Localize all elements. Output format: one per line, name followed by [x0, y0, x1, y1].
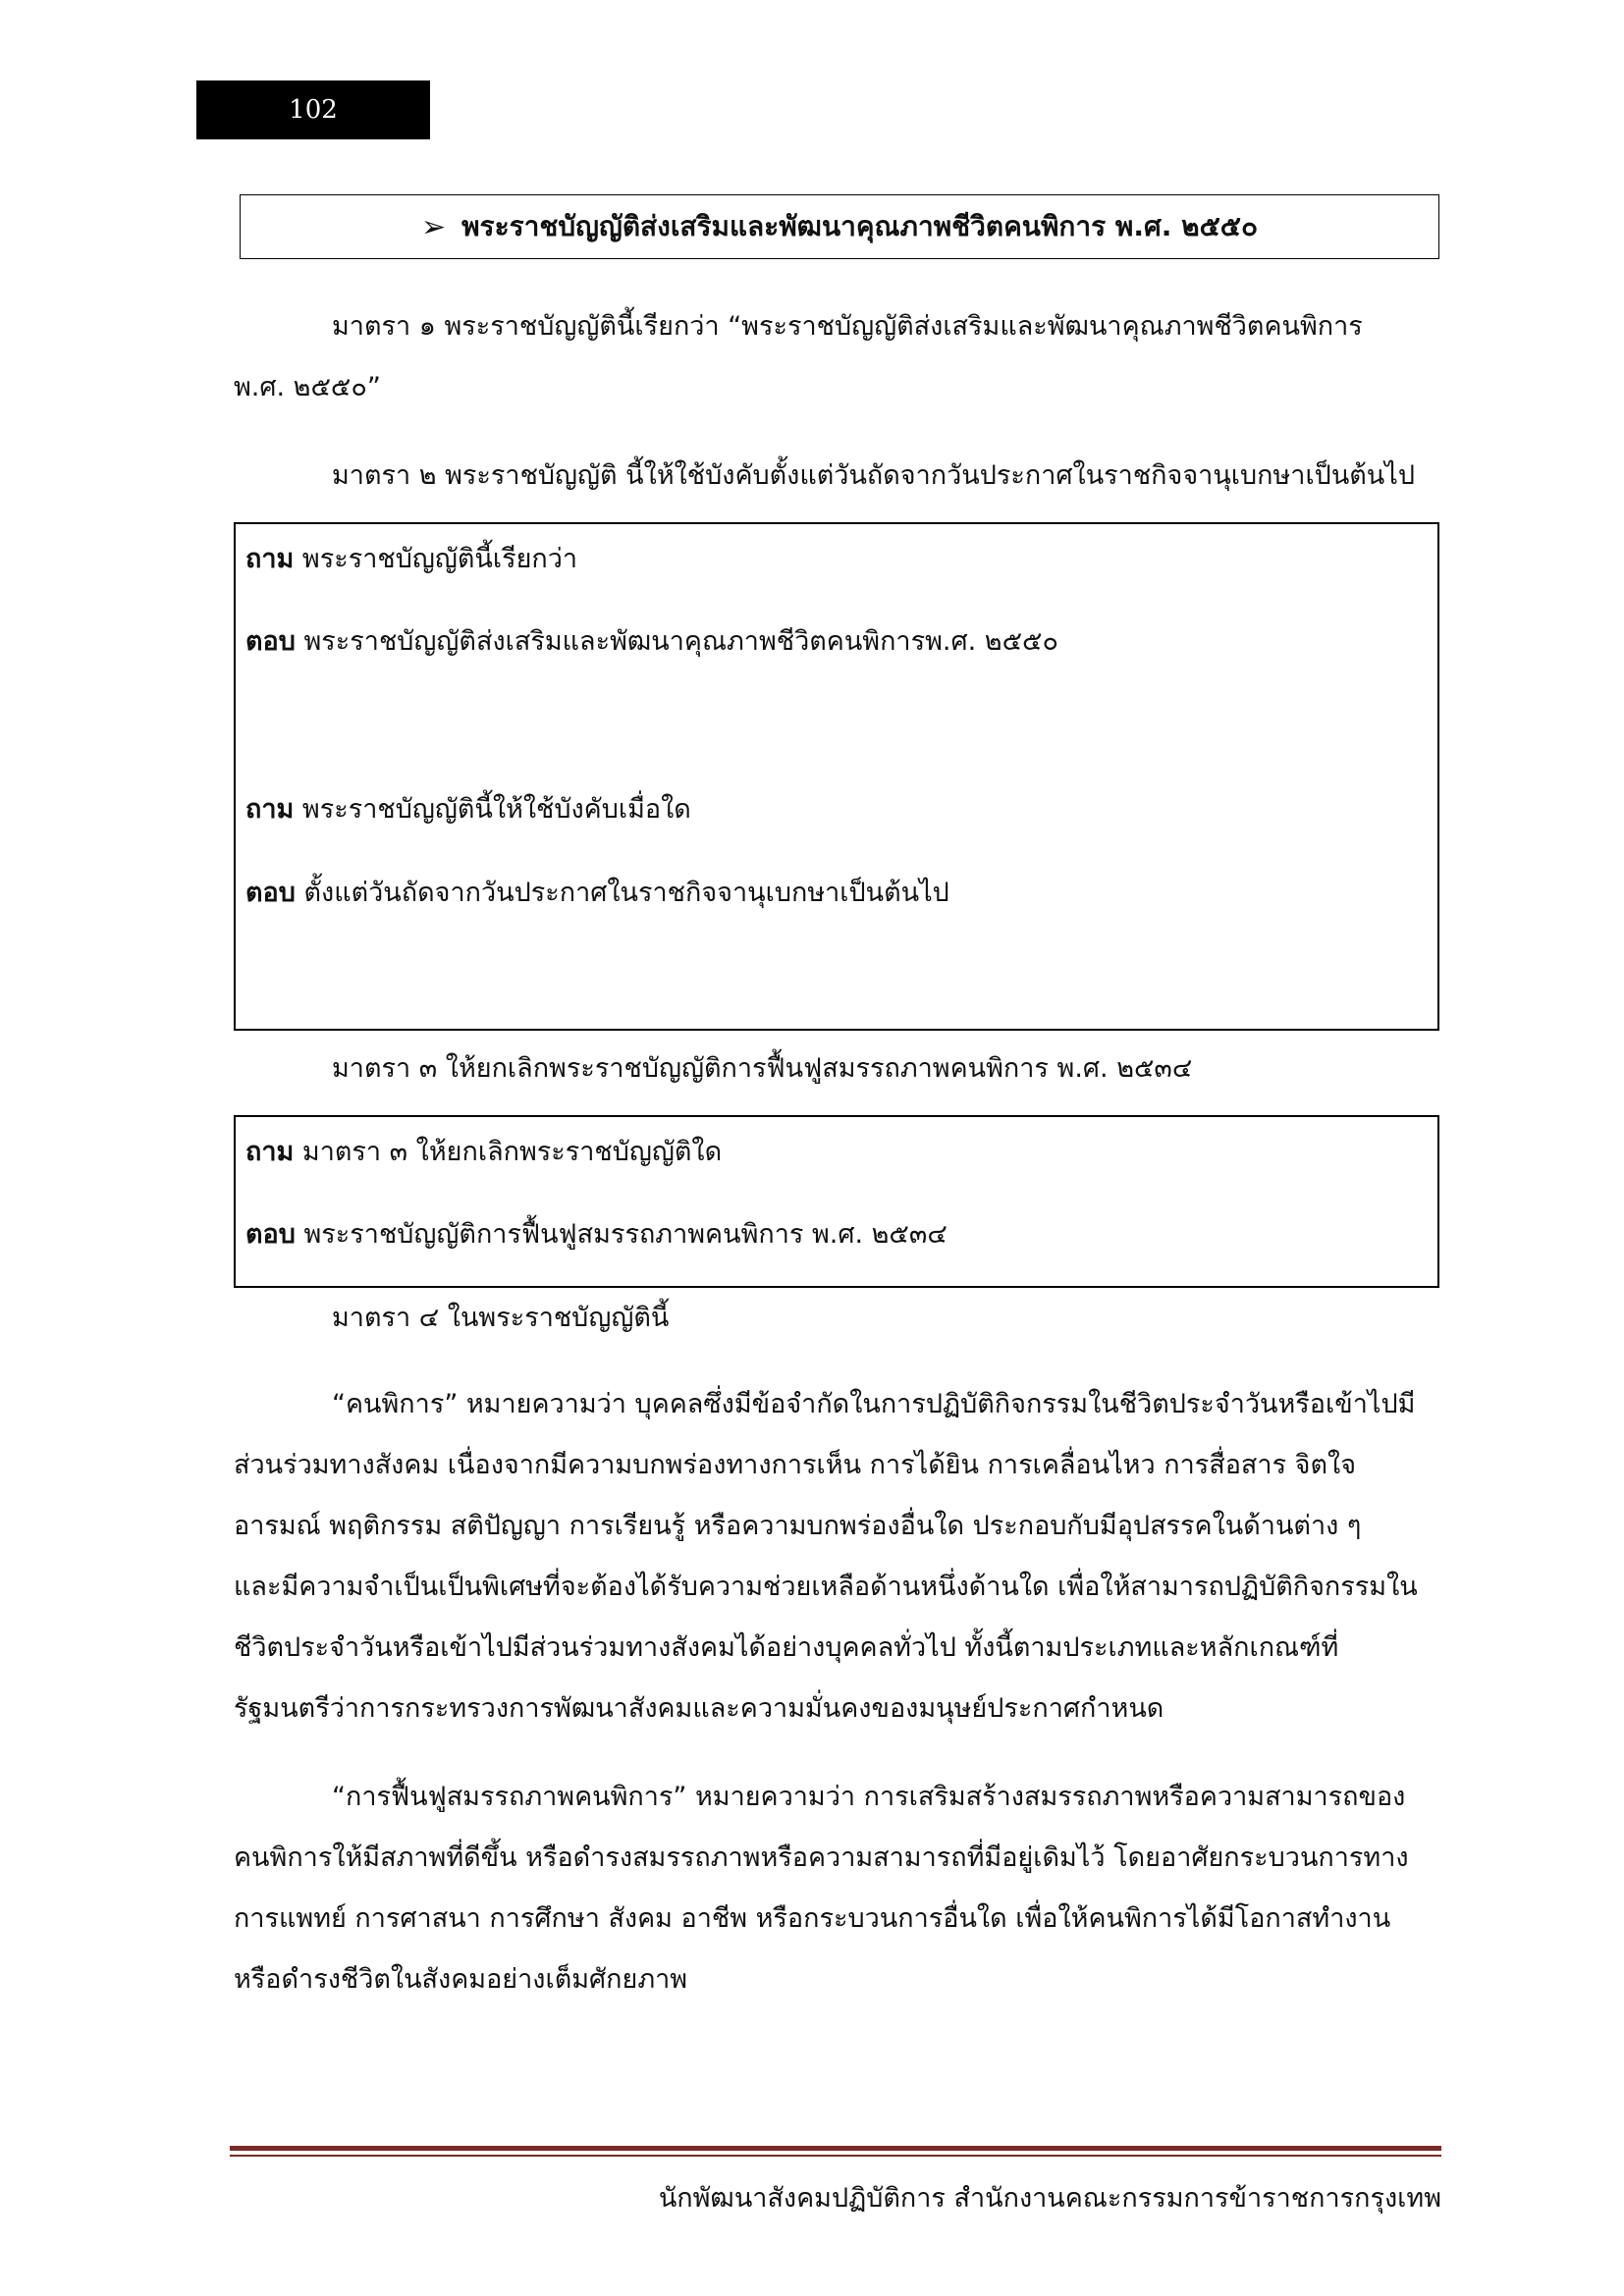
section-4: มาตรา ๔ ในพระราชบัญญัตินี้ [332, 1303, 670, 1333]
page-number: 102 [196, 80, 430, 139]
answer-text: พระราชบัญญัติส่งเสริมและพัฒนาคุณภาพชีวิตคนพิการพ.ศ. ๒๕๕๐ [303, 626, 1058, 657]
answer-3 [245, 1212, 947, 1255]
question-label: ถาม [245, 1137, 295, 1167]
question-text: มาตรา ๓ ให้ยกเลิกพระราชบัญญัติใด [301, 1137, 723, 1167]
definition-line: “คนพิการ” หมายความว่า บุคคลซึ่งมีข้อจำกัดในการปฏิบัติกิจกรรมในชีวิตประจำวันหรือเข้าไปมี [332, 1389, 1416, 1419]
section-title: พระราชบัญญัติส่งเสริมและพัฒนาคุณภาพชีวิตคนพิการ พ.ศ. ๒๕๕๐ [461, 210, 1259, 242]
footer-rule [230, 2146, 1441, 2151]
definition-line: ชีวิตประจำวันหรือเข้าไปมีส่วนร่วมทางสังคมได้อย่างบุคคลทั่วไป ทั้งนี้ตามประเภทและหลักเกณฑ์ที่ [234, 1632, 1339, 1663]
question-text: พระราชบัญญัตินี้เรียกว่า [301, 544, 578, 574]
definition-line: อารมณ์ พฤติกรรม สติปัญญา การเรียนรู้ หรือความบกพร่องอื่นใด ประกอบกับมีอุปสรรคในด้านต่าง ๆ [234, 1511, 1362, 1541]
definition-line: และมีความจำเป็นเป็นพิเศษที่จะต้องได้รับความช่วยเหลือด้านหนึ่งด้านใด เพื่อให้สามารถปฏิบัติกิจกรรมใน [234, 1572, 1418, 1602]
question-label: ถาม [245, 794, 295, 825]
answer-2 [245, 871, 949, 913]
definition-line: การแพทย์ การศาสนา การศึกษา สังคม อาชีพ หรือกระบวนการอื่นใด เพื่อให้คนพิการได้มีโอกาสทำงาน [234, 1903, 1391, 1934]
footer-rule-thin [230, 2155, 1441, 2157]
definition-line: คนพิการให้มีสภาพที่ดีขึ้น หรือดำรงสมรรถภาพหรือความสามารถที่มีอยู่เดิมไว้ โดยอาศัยกระบวนการทาง [234, 1842, 1409, 1873]
answer-label: ตอบ [245, 1219, 296, 1250]
qa-box-1 [234, 522, 1439, 1031]
section-title-box [240, 194, 1439, 259]
question-label: ถาม [245, 544, 295, 574]
definition-line: ส่วนร่วมทางสังคม เนื่องจากมีความบกพร่องทางการเห็น การได้ยิน การเคลื่อนไหว การสื่อสาร จิตใจ [234, 1450, 1357, 1480]
question-2 [245, 787, 691, 829]
answer-label: ตอบ [245, 626, 296, 657]
question-1 [245, 537, 577, 579]
answer-text: ตั้งแต่วันถัดจากวันประกาศในราชกิจจานุเบกษาเป็นต้นไป [303, 878, 949, 908]
definition-line: รัฐมนตรีว่าการกระทรวงการพัฒนาสังคมและความมั่นคงของมนุษย์ประกาศกำหนด [234, 1693, 1164, 1724]
footer-text: นักพัฒนาสังคมปฏิบัติการ สำนักงานคณะกรรมการข้าราชการกรุงเทพ [658, 2183, 1441, 2214]
section-2: มาตรา ๒ พระราชบัญญัติ นี้ให้ใช้บังคับตั้งแต่วันถัดจากวันประกาศในราชกิจจานุเบกษาเป็นต้นไป [332, 460, 1415, 491]
definition-line: หรือดำรงชีวิตในสังคมอย่างเต็มศักยภาพ [234, 1964, 688, 1995]
section-1-line-1: มาตรา ๑ พระราชบัญญัตินี้เรียกว่า “พระราชบัญญัติส่งเสริมและพัฒนาคุณภาพชีวิตคนพิการ [332, 311, 1363, 342]
question-text: พระราชบัญญัตินี้ให้ใช้บังคับเมื่อใด [301, 794, 691, 825]
answer-text: พระราชบัญญัติการฟื้นฟูสมรรถภาพคนพิการ พ.ศ. ๒๕๓๔ [303, 1219, 947, 1250]
answer-label: ตอบ [245, 878, 296, 908]
arrow-bullet-icon: ➢ [420, 209, 447, 244]
answer-1 [245, 619, 1058, 662]
section-1-line-2: พ.ศ. ๒๕๕๐” [234, 372, 381, 402]
qa-box-2 [234, 1115, 1439, 1288]
definition-line: “การฟื้นฟูสมรรถภาพคนพิการ” หมายความว่า การเสริมสร้างสมรรถภาพหรือความสามารถของ [332, 1782, 1406, 1812]
section-3: มาตรา ๓ ให้ยกเลิกพระราชบัญญัติการฟื้นฟูสมรรถภาพคนพิการ พ.ศ. ๒๕๓๔ [332, 1053, 1193, 1084]
question-3 [245, 1130, 722, 1172]
